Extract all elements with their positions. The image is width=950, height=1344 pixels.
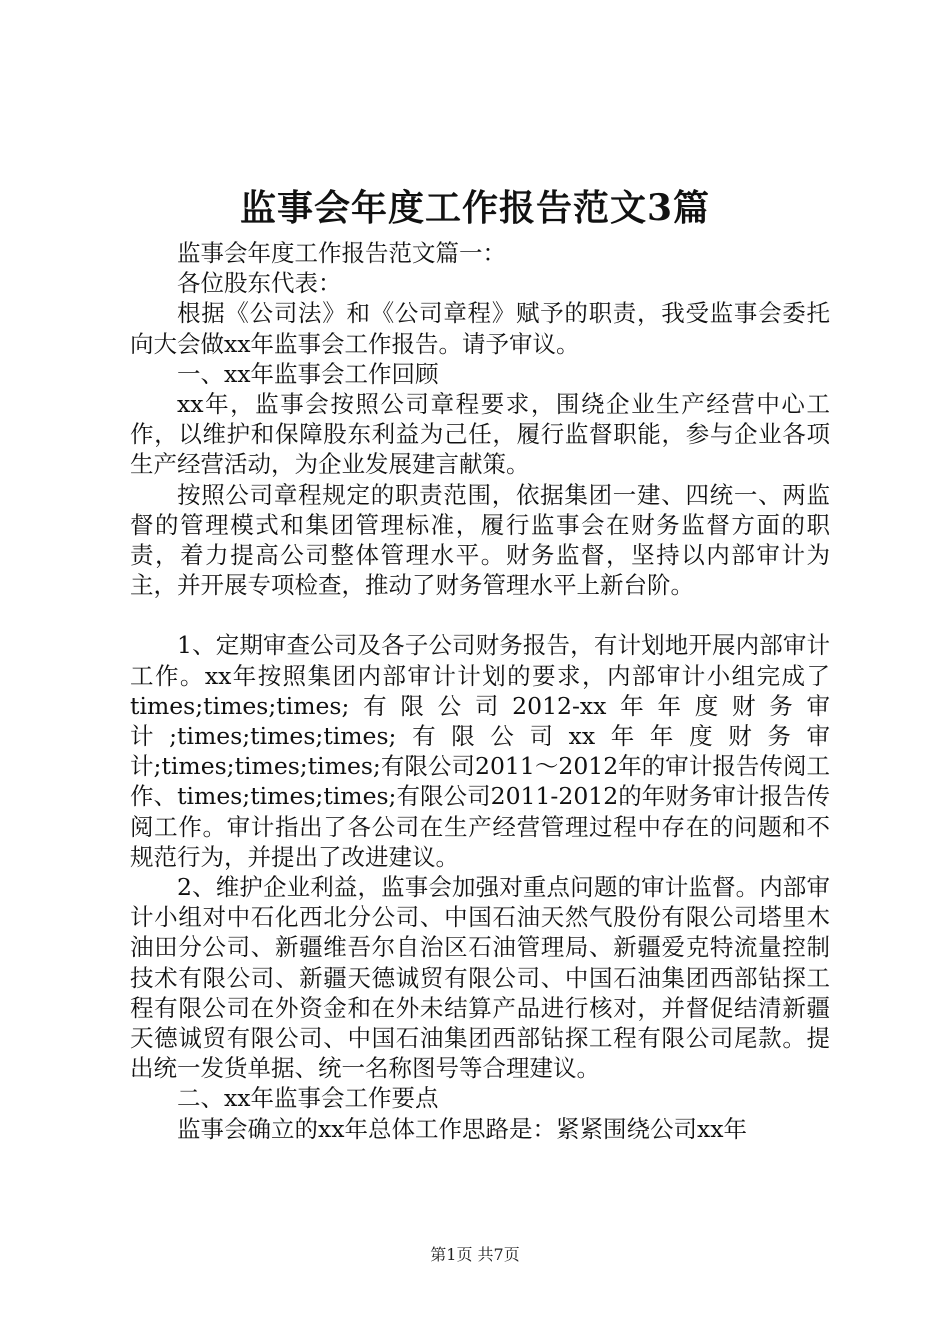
document-body [130, 238, 830, 1144]
review-paragraph: xx年，监事会按照公司章程要求，围绕企业生产经营中心工作，以维护和保障股东利益为己任，履行监督职能，参与企业各项生产经营活动，为企业发展建言献策。 [130, 390, 830, 479]
section-heading-key-points: 二、xx年监事会工作要点 [177, 1084, 439, 1113]
paragraph-gap [130, 600, 830, 630]
intro-paragraph: 根据《公司法》和《公司章程》赋予的职责，我受监事会委托向大会做xx年监事会工作报告。请予审议。 [130, 299, 830, 358]
document-title: 监事会年度工作报告范文3篇 [239, 187, 711, 229]
section-heading-part-one: 监事会年度工作报告范文篇一： [177, 239, 506, 267]
audit-item-1-paragraph: 1、定期审查公司及各子公司财务报告，有计划地开展内部审计工作。xx年按照集团内部审计计划的要求，内部审计小组完成了times;times;times;有限公司2012-xx年年度财务审计;times;times;times;有限公司xx年年度财务审计;times;times;times;有限公司2011～2012年的审计报告传阅工作、times;times;times;有限公司2011-2012的年财务审计报告传阅工作。审计指出了各公司在生产经营管理过程中存在的问题和不规范行为，并提出了改进建议。 [130, 631, 830, 871]
page-number-footer: 第1页 共7页 [430, 1245, 520, 1264]
key-points-paragraph: 监事会确立的xx年总体工作思路是：紧紧围绕公司xx年 [177, 1114, 748, 1143]
financial-supervision-paragraph: 按照公司章程规定的职责范围，依据集团一建、四统一、两监督的管理模式和集团管理标准，履行监事会在财务监督方面的职责，着力提高公司整体管理水平。财务监督，坚持以内部审计为主，并开展专项检查，推动了财务管理水平上新台阶。 [130, 480, 830, 600]
section-heading-review: 一、xx年监事会工作回顾 [177, 359, 439, 388]
audit-item-2-paragraph: 2、维护企业利益，监事会加强对重点问题的审计监督。内部审计小组对中石化西北分公司、中国石油天然气股份有限公司塔里木油田分公司、新疆维吾尔自治区石油管理局、新疆爱克特流量控制技术有限公司、新疆天德诚贸有限公司、中国石油集团西部钻探工程有限公司在外资金和在外未结算产品进行核对，并督促结清新疆天德诚贸有限公司、中国石油集团西部钻探工程有限公司尾款。提出统一发货单据、统一名称图号等合理建议。 [130, 873, 830, 1083]
salutation: 各位股东代表： [177, 269, 342, 298]
